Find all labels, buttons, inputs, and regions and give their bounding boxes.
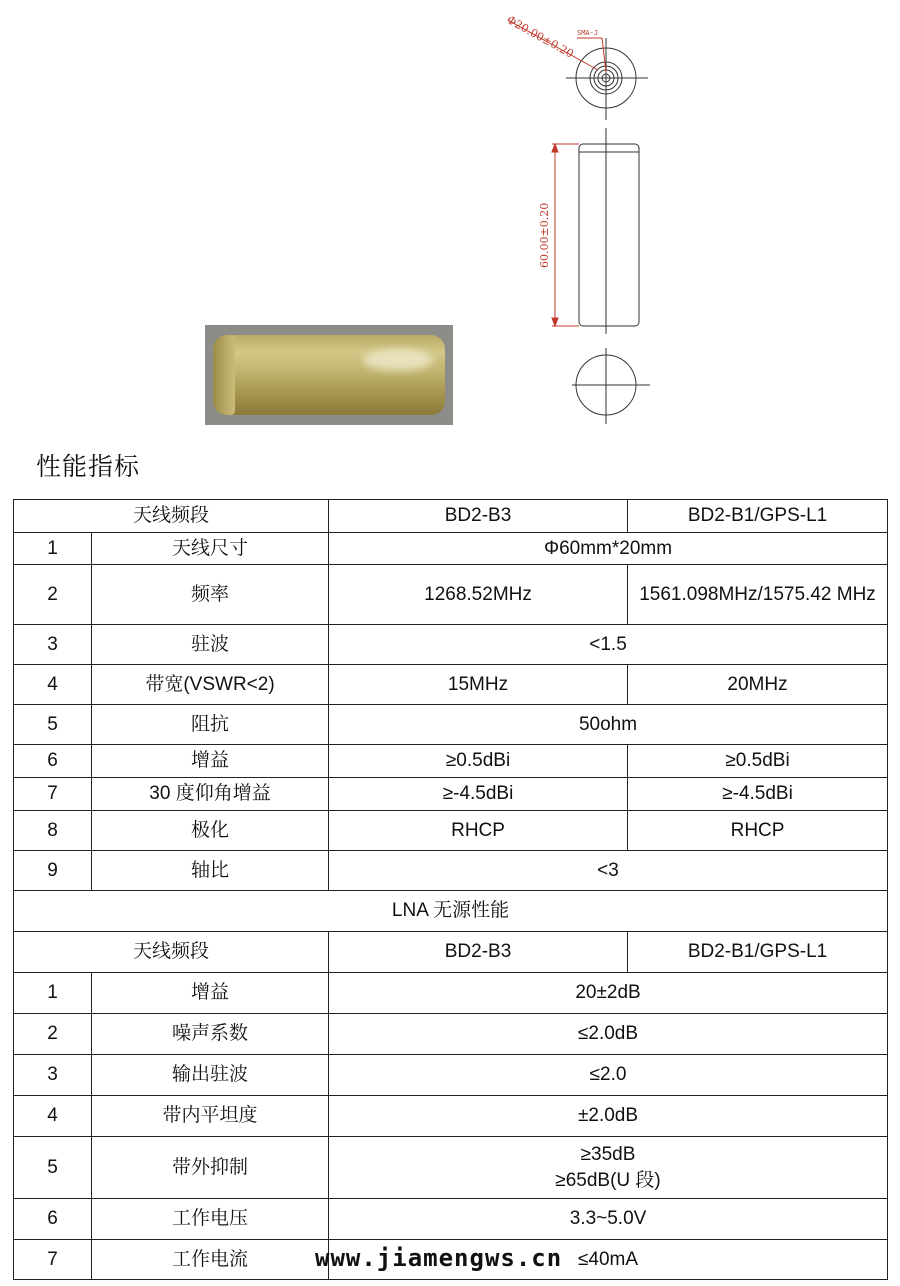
row-no: 6	[14, 745, 92, 778]
row-no: 6	[14, 1199, 92, 1240]
row-param: 天线尺寸	[92, 533, 329, 565]
col-a-header: BD2-B3	[329, 932, 628, 973]
row-value: 3.3~5.0V	[329, 1199, 888, 1240]
row-no: 2	[14, 1014, 92, 1055]
col-b-header: BD2-B1/GPS-L1	[628, 500, 888, 533]
table-row	[14, 565, 888, 625]
row-no: 7	[14, 1240, 92, 1280]
row-value: ≤2.0	[329, 1055, 888, 1096]
row-no: 5	[14, 1137, 92, 1199]
row-no: 4	[14, 665, 92, 705]
row-param: 带内平坦度	[92, 1096, 329, 1137]
lna-title-row	[14, 891, 888, 932]
row-param: 驻波	[92, 625, 329, 665]
row-param: 轴比	[92, 851, 329, 891]
section-title: 性能指标	[36, 452, 141, 481]
row-param: 带外抑制	[92, 1137, 329, 1199]
diameter-label: Φ20.00±0.20	[504, 13, 576, 61]
row-no: 1	[14, 533, 92, 565]
row-no: 3	[14, 1055, 92, 1096]
antenna-photo	[205, 325, 453, 425]
row-param: 阻抗	[92, 705, 329, 745]
row-value	[329, 1137, 888, 1199]
row-param: 工作电压	[92, 1199, 329, 1240]
watermark: www.jiamengws.cn	[315, 1244, 563, 1272]
row-param: 增益	[92, 973, 329, 1014]
table-row	[14, 1055, 888, 1096]
table-row	[14, 625, 888, 665]
antenna-cylinder	[213, 335, 445, 415]
row-no: 7	[14, 778, 92, 811]
row-param: 输出驻波	[92, 1055, 329, 1096]
row-value: Φ60mm*20mm	[329, 533, 888, 565]
band-header: 天线频段	[14, 500, 329, 533]
table-row	[14, 705, 888, 745]
row-no: 8	[14, 811, 92, 851]
connector-label: SMA-J	[577, 29, 599, 37]
table-row	[14, 665, 888, 705]
row-value: ≤2.0dB	[329, 1014, 888, 1055]
table-row	[14, 1137, 888, 1199]
band-header: 天线频段	[14, 932, 329, 973]
row-param: 极化	[92, 811, 329, 851]
rejection-line-1: ≥35dB	[580, 1143, 636, 1165]
row-param: 30 度仰角增益	[92, 778, 329, 811]
row-no: 3	[14, 625, 92, 665]
row-value: <3	[329, 851, 888, 891]
table-row	[14, 1096, 888, 1137]
row-value: 50ohm	[329, 705, 888, 745]
table-row	[14, 778, 888, 811]
lna-title: LNA 无源性能	[14, 891, 888, 932]
row-param: 工作电流	[92, 1240, 329, 1280]
row-param: 噪声系数	[92, 1014, 329, 1055]
col-a-header: BD2-B3	[329, 500, 628, 533]
table-row	[14, 745, 888, 778]
row-value-b: 20MHz	[628, 665, 888, 705]
rejection-line-2: ≥65dB(U 段)	[555, 1169, 661, 1191]
row-param: 带宽(VSWR<2)	[92, 665, 329, 705]
row-no: 2	[14, 565, 92, 625]
row-value-a: RHCP	[329, 811, 628, 851]
row-value-b: 1561.098MHz/1575.42 MHz	[628, 565, 888, 625]
row-no: 5	[14, 705, 92, 745]
row-value-a: 1268.52MHz	[329, 565, 628, 625]
row-param: 增益	[92, 745, 329, 778]
row-no: 9	[14, 851, 92, 891]
row-value-b: ≥0.5dBi	[628, 745, 888, 778]
row-value: <1.5	[329, 625, 888, 665]
height-label: 60.00±0.20	[538, 202, 551, 268]
row-value-b: ≥-4.5dBi	[628, 778, 888, 811]
row-value: ±2.0dB	[329, 1096, 888, 1137]
drawing-svg	[480, 0, 700, 430]
header-row	[14, 932, 888, 973]
row-value-a: ≥0.5dBi	[329, 745, 628, 778]
table-row	[14, 973, 888, 1014]
header-row	[14, 500, 888, 533]
row-no: 4	[14, 1096, 92, 1137]
row-param: 频率	[92, 565, 329, 625]
table-row	[14, 1014, 888, 1055]
table-row	[14, 1199, 888, 1240]
antenna-dimension-drawing	[480, 0, 700, 430]
row-value: ≤40mA	[329, 1240, 888, 1280]
row-value-b: RHCP	[628, 811, 888, 851]
table-row	[14, 811, 888, 851]
table-row	[14, 851, 888, 891]
spec-table	[13, 499, 888, 1280]
col-b-header: BD2-B1/GPS-L1	[628, 932, 888, 973]
table-row	[14, 533, 888, 565]
row-value-a: 15MHz	[329, 665, 628, 705]
row-value: 20±2dB	[329, 973, 888, 1014]
row-no: 1	[14, 973, 92, 1014]
row-value-a: ≥-4.5dBi	[329, 778, 628, 811]
